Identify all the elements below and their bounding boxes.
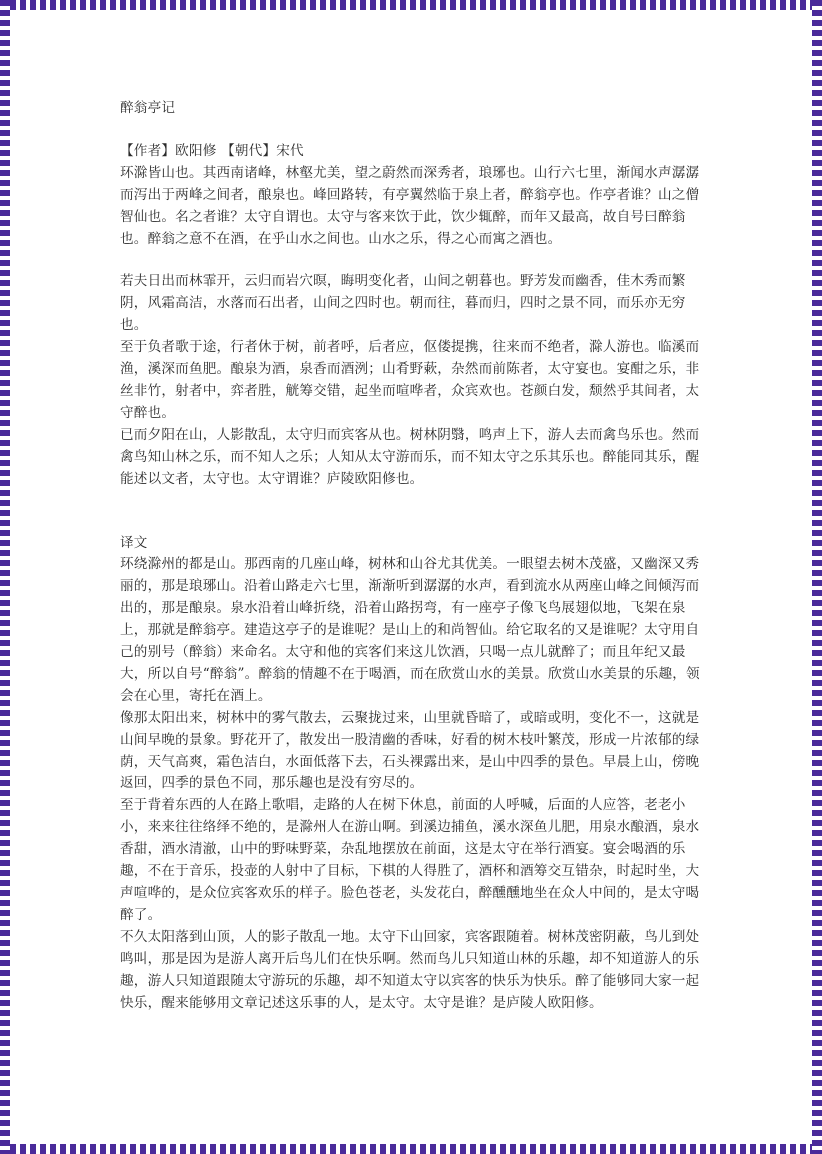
frame-border-bottom: [0, 1144, 822, 1154]
document-content: [120, 98, 700, 1014]
document-title: 醉翁亭记: [120, 100, 176, 116]
original-paragraph-3: 至于负者歌于途，行者休于树，前者呼，后者应，伛偻提携，往来而不绝者，滁人游也。临溪而渔，溪深而鱼肥。酿泉为酒，泉香而酒洌；山肴野蔌，杂然而前陈者，太守宴也。宴酣之乐，非丝非竹，射者中，弈者胜，觥筹交错，起坐而喧哗者，众宾欢也。苍颜白发，颓然乎其间者，太守醉也。: [120, 339, 700, 421]
author-dynasty-line: 【作者】欧阳修 【朝代】宋代: [120, 142, 304, 159]
translation-paragraph-4: 不久太阳落到山顶，人的影子散乱一地。太守下山回家，宾客跟随着。树林茂密阴蔽，鸟儿到处鸣叫，那是因为是游人离开后鸟儿们在快乐啊。然而鸟儿只知道山林的乐趣，却不知道游人的乐趣，游人只知道跟随太守游玩的乐趣，却不知道太守以宾客的快乐为快乐。醉了能够同大家一起快乐，醒来能够用文章记述这乐事的人，是太守。太守是谁？是庐陵人欧阳修。: [120, 928, 700, 1011]
frame-border-right: [812, 0, 822, 1154]
translation-paragraph-3: 至于背着东西的人在路上歌唱，走路的人在树下休息，前面的人呼喊，后面的人应答，老老小小，来来往往络绎不绝的，是滁州人在游山啊。到溪边捕鱼，溪水深鱼儿肥，用泉水酿酒，泉水香甜，酒水清澈，山中的野味野菜，杂乱地摆放在前面，这是太守在举行酒宴。宴会喝酒的乐趣，不在于音乐，投壶的人射中了目标，下棋的人得胜了，酒杯和酒筹交互错杂，时起时坐，大声喧哗的，是众位宾客欢乐的样子。脸色苍老，头发花白，醉醺醺地坐在众人中间的，是太守喝醉了。: [120, 797, 700, 923]
original-paragraph-2: 若夫日出而林霏开，云归而岩穴暝，晦明变化者，山间之朝暮也。野芳发而幽香，佳木秀而繁阴，风霜高洁，水落而石出者，山间之四时也。朝而往，暮而归，四时之景不同，而乐亦无穷也。: [120, 273, 686, 334]
frame-border-top: [0, 0, 822, 10]
translation-paragraph-2: 像那太阳出来，树林中的雾气散去，云聚拢过来，山里就昏暗了，或暗或明，变化不一，这就是山间早晚的景象。野花开了，散发出一股清幽的香味，好看的树木枝叶繁茂，形成一片浓郁的绿荫，天气高爽，霜色洁白，水面低落下去，石头裸露出来，是山中四季的景色。早晨上山，傍晚返回，四季的景色不同，那乐趣也是没有穷尽的。: [120, 709, 700, 792]
original-paragraph-1: 环滁皆山也。其西南诸峰，林壑尤美，望之蔚然而深秀者，琅琊也。山行六七里，渐闻水声潺潺而泻出于两峰之间者，酿泉也。峰回路转，有亭翼然临于泉上者，醉翁亭也。作亭者谁？山之僧智仙也。名之者谁？太守自谓也。太守与客来饮于此，饮少辄醉，而年又最高，故自号曰醉翁也。醉翁之意不在酒，在乎山水之间也。山水之乐，得之心而寓之酒也。: [120, 164, 700, 247]
translation-heading: 译文: [120, 534, 148, 551]
translation-paragraph-1: 环绕滁州的都是山。那西南的几座山峰，树林和山谷尤其优美。一眼望去树木茂盛，又幽深又秀丽的，那是琅琊山。沿着山路走六七里，渐渐听到潺潺的水声，看到流水从两座山峰之间倾泻而出的，那是酿泉。泉水沿着山峰折绕，沿着山路拐弯，有一座亭子像飞鸟展翅似地，飞架在泉上，那就是醉翁亭。建造这亭子的是谁呢？是山上的和尚智仙。给它取名的又是谁呢？太守用自己的别号（醉翁）来命名。太守和他的宾客们来这儿饮酒，只喝一点儿就醉了；而且年纪又最大，所以自号“醉翁”。醉翁的情趣不在于喝酒，而在欣赏山水的美景。欣赏山水美景的乐趣，领会在心里，寄托在酒上。: [120, 556, 700, 704]
frame-border-left: [0, 0, 10, 1154]
original-paragraph-4: 已而夕阳在山，人影散乱，太守归而宾客从也。树林阴翳，鸣声上下，游人去而禽鸟乐也。然而禽鸟知山林之乐，而不知人之乐；人知从太守游而乐，而不知太守之乐其乐也。醉能同其乐，醒能述以文者，太守也。太守谓谁？庐陵欧阳修也。: [120, 426, 700, 487]
